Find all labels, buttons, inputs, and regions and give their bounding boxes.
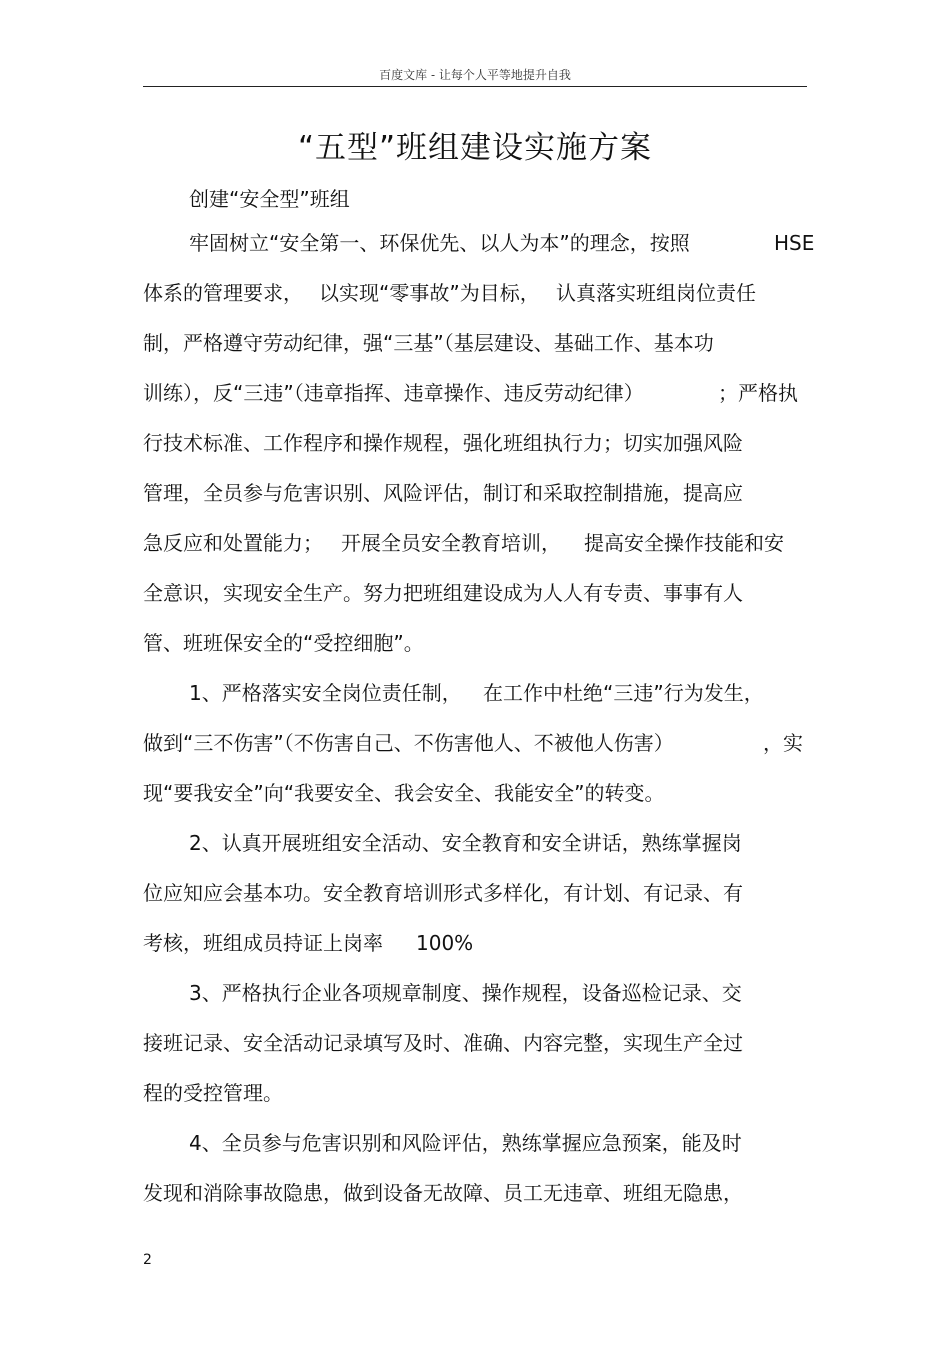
text-line: 2、认真开展班组安全活动、安全教育和安全讲话，熟练掌握岗	[189, 831, 742, 855]
text-line: 认真落实班组岗位责任	[556, 281, 756, 305]
text-line: 接班记录、安全活动记录填写及时、准确、内容完整，实现生产全过	[143, 1031, 743, 1055]
text-line: 程的受控管理。	[143, 1081, 283, 1105]
text-line: 现“要我安全”向“我要安全、我会安全、我能安全”的转变。	[143, 781, 665, 805]
text-line: 位应知应会基本功。安全教育培训形式多样化，有计划、有记录、有	[143, 881, 743, 905]
section-heading: 创建“安全型”班组	[189, 187, 350, 211]
text-line: ，实	[763, 731, 803, 755]
header-divider	[143, 86, 807, 87]
text-line: HSE	[774, 231, 815, 255]
text-line: 考核，班组成员持证上岗率	[143, 931, 383, 955]
text-line: 提高安全操作技能和安	[584, 531, 784, 555]
text-line: 牢固树立“安全第一、环保优先、以人为本”的理念，按照	[189, 231, 690, 255]
text-line: ；严格执	[718, 381, 798, 405]
text-line: 做到“三不伤害”（不伤害自己、不伤害他人、不被他人伤害）	[143, 731, 674, 755]
text-line: 行技术标准、工作程序和操作规程，强化班组执行力；切实加强风险	[143, 431, 743, 455]
text-line: 开展全员安全教育培训，	[341, 531, 561, 555]
text-line: 在工作中杜绝“三违”行为发生，	[483, 681, 764, 705]
text-line: 管理，全员参与危害识别、风险评估，制订和采取控制措施，提高应	[143, 481, 743, 505]
text-line: 全意识，实现安全生产。努力把班组建设成为人人有专责、事事有人	[143, 581, 743, 605]
document-title: “五型”班组建设实施方案	[297, 130, 653, 166]
text-line: 管、班班保安全的“受控细胞”。	[143, 631, 424, 655]
text-line: 制，严格遵守劳动纪律，强“三基”（基层建设、基础工作、基本功	[143, 331, 714, 355]
text-line: 1、严格落实安全岗位责任制，	[189, 681, 462, 705]
text-line: 体系的管理要求，	[143, 281, 303, 305]
text-line: 发现和消除事故隐患，做到设备无故障、员工无违章、班组无隐患，	[143, 1181, 743, 1205]
text-line: 3、严格执行企业各项规章制度、操作规程，设备巡检记录、交	[189, 981, 742, 1005]
text-line: 100%	[416, 931, 474, 955]
page-header: 百度文库 - 让每个人平等地提升自我	[379, 68, 571, 82]
text-line: 急反应和处置能力；	[143, 531, 323, 555]
text-line: 以实现“零事故”为目标，	[319, 281, 540, 305]
text-line: 4、全员参与危害识别和风险评估，熟练掌握应急预案，能及时	[189, 1131, 742, 1155]
page-number: 2	[143, 1252, 152, 1268]
text-line: 训练），反“三违”（违章指挥、违章操作、违反劳动纪律）	[143, 381, 644, 405]
